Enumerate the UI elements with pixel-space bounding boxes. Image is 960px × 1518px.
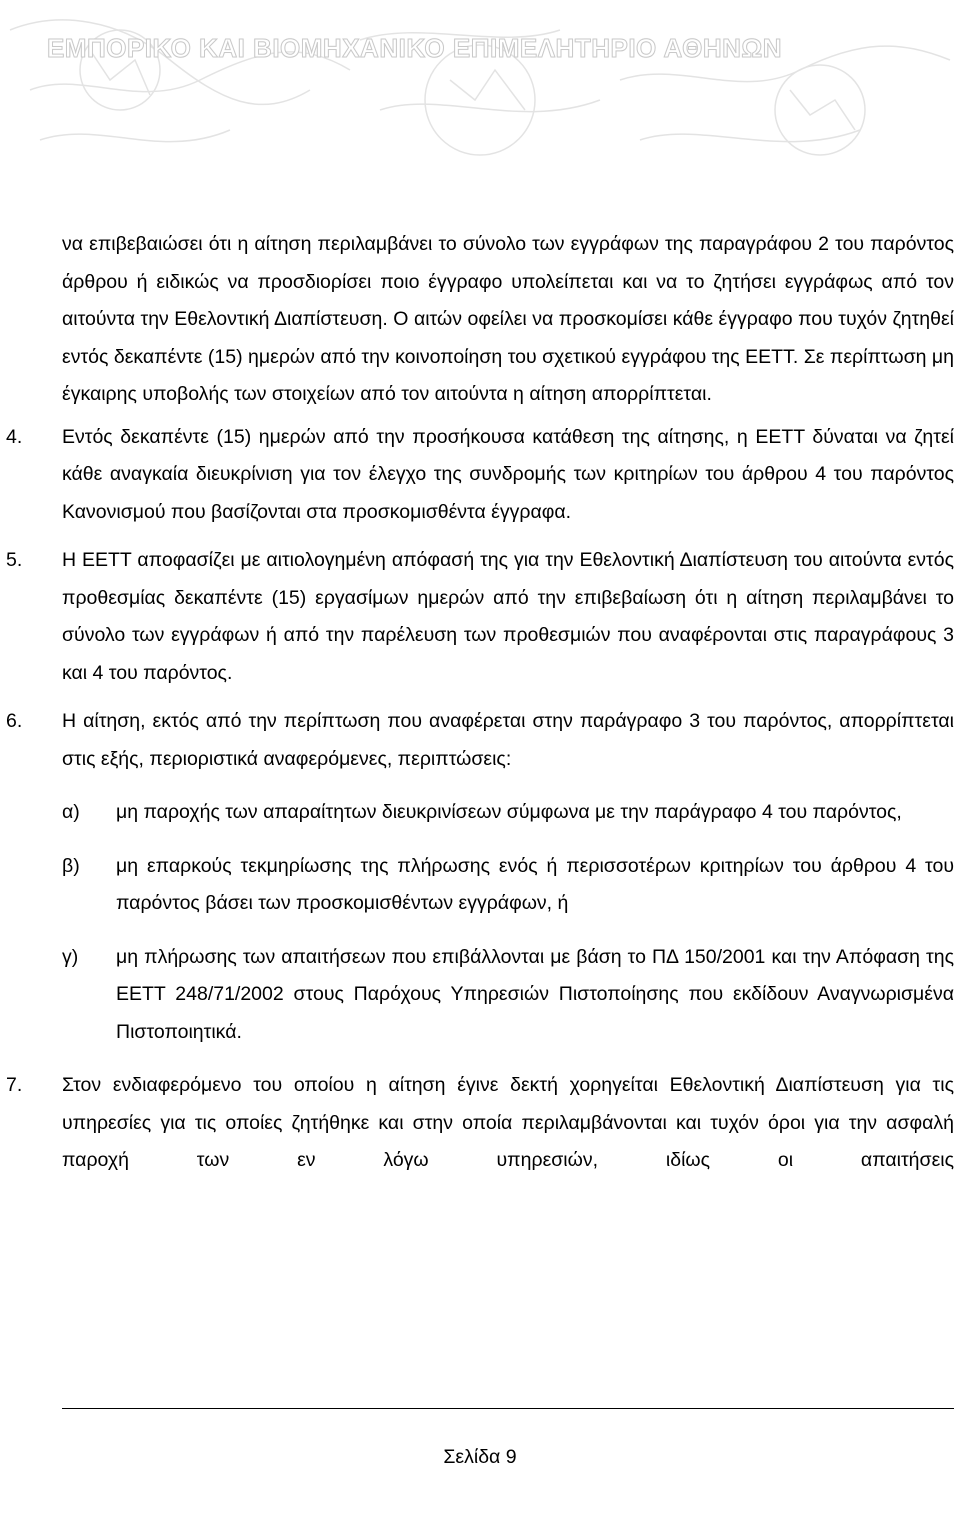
header-watermark (0, 0, 960, 175)
list-item-text: μη πλήρωσης των απαιτήσεων που επιβάλλονται με βάση το ΠΔ 150/2001 και την Απόφαση της ΕΕΤΤ 248/71/2002 στους Παρόχους Υπηρεσιών Πιστοποίησης που εκδίδουν Αναγνωρισμένα Πιστοποιητικά. (116, 945, 954, 1043)
paragraph-6 (6, 703, 954, 778)
paragraph-text: Η αίτηση, εκτός από την περίπτωση που αναφέρεται στην παράγραφο 3 του παρόντος, απορρίπτεται στις εξής, περιοριστικά αναφερόμενες, περιπτώσεις: (62, 710, 954, 770)
header-title: ΕΜΠΟΡΙΚΟ ΚΑΙ ΒΙΟΜΗΧΑΝΙΚΟ ΕΠΙΜΕΛΗΤΗΡΙΟ ΑΘΗΝΩΝ (46, 33, 782, 63)
list-item-gamma (62, 939, 954, 1052)
list-marker: α) (62, 801, 80, 823)
list-item-beta (62, 848, 954, 923)
paragraph-text: Εντός δεκαπέντε (15) ημερών από την προσήκουσα κατάθεση της αίτησης, η ΕΕΤΤ δύναται να ζητεί κάθε αναγκαία διευκρίνιση για τον έλεγχο της συνδρομής των κριτηρίων του άρθρου 4 του παρόντος Κανονισμού που βασίζονται στα προσκομισθέντα έγγραφα. (62, 425, 954, 523)
intro-paragraph: να επιβεβαιώσει ότι η αίτηση περιλαμβάνει το σύνολο των εγγράφων της παραγράφου 2 του παρόντος άρθρου ή ειδικώς να προσδιορίσει ποιο έγγραφο υπολείπεται και να το ζητήσει εγγράφως από τον αιτούντα την Εθελοντική Διαπίστευση. Ο αιτών οφείλει να προσκομίσει κάθε έγγραφο που τυχόν ζητηθεί εντός δεκαπέντε (15) ημερών από την κοινοποίηση του σχετικού εγγράφου της ΕΕΤΤ. Σε περίπτωση μη έγκαιρης υποβολής των στοιχείων από τον αιτούντα η αίτηση απορρίπτεται. (62, 233, 954, 405)
list-item-text: μη επαρκούς τεκμηρίωσης της πλήρωσης ενός ή περισσοτέρων κριτηρίων του άρθρου 4 του παρόντος βάσει των προσκομισθέντων εγγράφων, ή (116, 854, 954, 914)
list-item-alpha (62, 794, 954, 832)
page-number: Σελίδα 9 (443, 1446, 517, 1468)
watermark-emblem-icon (0, 0, 960, 175)
paragraph-text: Στον ενδιαφερόμενο του οποίου η αίτηση έγινε δεκτή χορηγείται Εθελοντική Διαπίστευση για τις υπηρεσίες για τις οποίες ζητήθηκε και στην οποία περιλαμβάνονται και τυχόν όροι για την ασφαλή παροχή των εν λόγω υπηρεσιών, ιδίως οι απαιτήσεις (62, 1074, 954, 1171)
paragraph-4 (6, 419, 954, 532)
document-body (6, 226, 954, 1180)
paragraph-text: Η ΕΕΤΤ αποφασίζει με αιτιολογημένη απόφασή της για την Εθελοντική Διαπίστευση του αιτούντα εντός προθεσμίας δεκαπέντε (15) εργασίμων ημερών από την επιβεβαίωση ότι η αίτηση περιλαμβάνει το σύνολο των εγγράφων ή από την παρέλευση των προθεσμιών που αναφέρονται στις παραγράφους 3 και 4 του παρόντος. (62, 549, 954, 684)
list-marker: β) (62, 854, 80, 877)
paragraph-7 (6, 1067, 954, 1180)
paragraph-number: 5. (6, 549, 23, 571)
list-marker: γ) (62, 945, 79, 968)
footer-divider (62, 1408, 954, 1409)
paragraph-number: 7. (6, 1074, 23, 1096)
paragraph-5 (6, 542, 954, 692)
paragraph-number: 4. (6, 425, 23, 448)
list-item-text: μη παροχής των απαραίτητων διευκρινίσεων σύμφωνα με την παράγραφο 4 του παρόντος, (116, 801, 902, 823)
paragraph-number: 6. (6, 710, 23, 732)
